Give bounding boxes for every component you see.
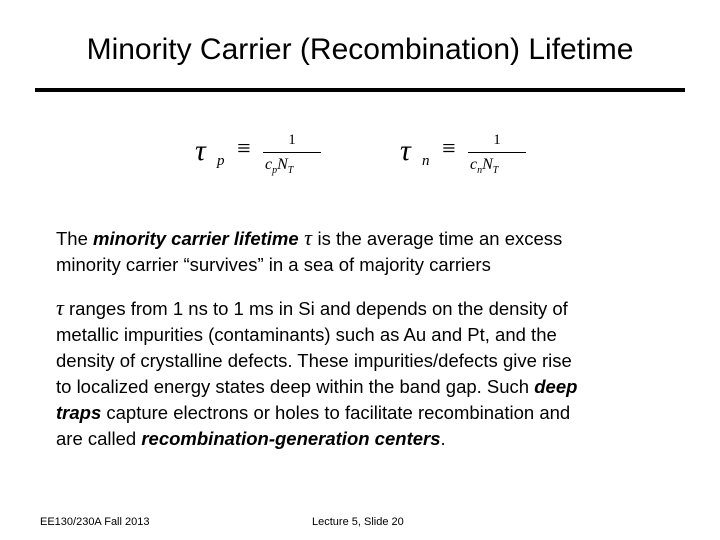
trap-density: N [482, 156, 493, 173]
tau-subscript: n [422, 153, 430, 169]
text-segment: The [56, 228, 94, 249]
lifetime-equations [195, 128, 535, 180]
emphasis-term: deep [534, 376, 578, 397]
trap-density-subscript: T [287, 165, 294, 176]
text-segment: . [440, 428, 446, 449]
fraction-denominator [265, 156, 293, 180]
title-underline [35, 88, 685, 92]
capture-coefficient-subscript: n [477, 165, 483, 176]
fraction-numerator: 1 [288, 132, 296, 148]
text-line: minority carrier “survives” in a sea of majority carriers [56, 254, 491, 275]
impurity-paragraph [56, 295, 577, 452]
text-segment: to localized energy states deep within the band gap. Such [56, 376, 535, 397]
fraction [263, 132, 321, 178]
text-segment: is the average time an excess [317, 228, 563, 249]
fraction-numerator: 1 [493, 132, 501, 148]
equivalence-sign: ≡ [237, 136, 251, 162]
text-segment: capture electrons or holes to facilitate recombination and [101, 402, 571, 423]
definition-paragraph [56, 225, 562, 278]
fraction [468, 132, 526, 178]
trap-density: N [277, 156, 288, 173]
emphasis-term: minority carrier lifetime [93, 228, 299, 249]
tau-subscript: p [217, 153, 225, 169]
footer-slide-number: Lecture 5, Slide 20 [312, 516, 404, 528]
emphasis-term: traps [56, 402, 102, 423]
fraction-bar [263, 152, 321, 153]
text-segment: ranges from 1 ns to 1 ms in Si and depends on the density of [63, 298, 568, 319]
text-segment: are called [56, 428, 142, 449]
fraction-denominator [470, 156, 498, 180]
fraction-bar [468, 152, 526, 153]
footer-course: EE130/230A Fall 2013 [40, 516, 150, 528]
text-line: density of crystalline defects. These impurities/defects give rise [56, 350, 572, 371]
tau-symbol: τ [400, 134, 411, 167]
equivalence-sign: ≡ [442, 136, 456, 162]
tau-symbol: τ [56, 295, 64, 320]
trap-density-subscript: T [492, 165, 499, 176]
capture-coefficient-subscript: p [272, 165, 278, 176]
text-line: metallic impurities (contaminants) such as Au and Pt, and the [56, 324, 557, 345]
tau-symbol: τ [298, 225, 318, 250]
capture-coefficient: c [470, 156, 478, 173]
tau-symbol: τ [195, 134, 206, 167]
slide-title: Minority Carrier (Recombination) Lifetime [86, 33, 634, 66]
capture-coefficient: c [265, 156, 273, 173]
emphasis-term: recombination-generation centers [141, 428, 441, 449]
